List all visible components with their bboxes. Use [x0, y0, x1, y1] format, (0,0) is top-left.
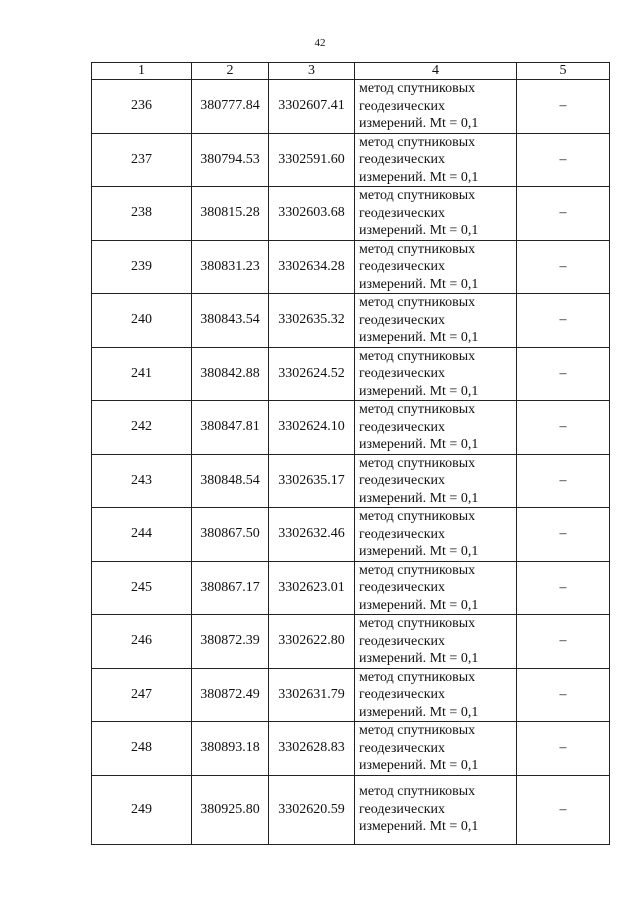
method-line-3: измерений. Mt = 0,1	[359, 597, 479, 613]
method-line-1: метод спутниковых	[359, 669, 476, 685]
coord-y: 3302622.80	[269, 615, 355, 669]
method-cell	[355, 668, 517, 722]
coord-x: 380848.54	[192, 454, 269, 508]
column-5-value: –	[517, 240, 610, 294]
method-line-2: геодезических	[359, 419, 446, 435]
table-row	[92, 133, 610, 187]
table-row	[92, 240, 610, 294]
coord-y: 3302624.52	[269, 347, 355, 401]
method-line-1: метод спутниковых	[359, 402, 476, 417]
method-line-3: измерений. Mt = 0,1	[359, 758, 479, 773]
method-cell	[355, 722, 517, 776]
method-line-3: измерений. Mt = 0,1	[359, 223, 479, 238]
column-5-value: –	[517, 347, 610, 401]
column-5-value: –	[517, 133, 610, 187]
coord-x: 380872.49	[192, 668, 269, 722]
method-line-2: геодезических	[359, 152, 446, 167]
method-line-2: геодезических	[359, 687, 446, 702]
column-5-value: –	[517, 508, 610, 562]
method-line-3: измерений. Mt = 0,1	[359, 383, 479, 399]
method-line-2: геодезических	[359, 580, 446, 595]
method-cell	[355, 401, 517, 455]
column-header-3: 3	[269, 63, 355, 80]
column-5-value: –	[517, 722, 610, 776]
method-line-2: геодезических	[359, 259, 446, 274]
coord-x: 380843.54	[192, 294, 269, 348]
method-line-2: геодезических	[359, 740, 446, 756]
method-line-2: геодезических	[359, 526, 446, 542]
coord-y: 3302603.68	[269, 187, 355, 241]
method-line-1: метод спутниковых	[359, 562, 476, 578]
coord-x: 380794.53	[192, 133, 269, 187]
point-number: 247	[92, 668, 192, 722]
column-header-1: 1	[92, 63, 192, 80]
method-line-1: метод спутниковых	[359, 784, 476, 800]
coord-y: 3302591.60	[269, 133, 355, 187]
method-line-2: геодезических	[359, 312, 446, 328]
table-row	[92, 401, 610, 455]
point-number: 240	[92, 294, 192, 348]
column-5-value: –	[517, 775, 610, 844]
column-5-value: –	[517, 80, 610, 134]
column-header-5: 5	[517, 63, 610, 80]
coord-y: 3302624.10	[269, 401, 355, 455]
coord-y: 3302631.79	[269, 668, 355, 722]
method-line-2: геодезических	[359, 98, 446, 114]
coord-x: 380847.81	[192, 401, 269, 455]
page-number: 42	[314, 37, 326, 49]
method-cell	[355, 347, 517, 401]
point-number: 244	[92, 508, 192, 562]
point-number: 248	[92, 722, 192, 776]
table-row	[92, 561, 610, 615]
method-cell	[355, 187, 517, 241]
method-line-2: геодезических	[359, 633, 446, 649]
method-line-3: измерений. Mt = 0,1	[359, 651, 479, 666]
method-line-3: измерений. Mt = 0,1	[359, 276, 479, 292]
table-row	[92, 294, 610, 348]
method-cell	[355, 775, 517, 844]
point-number: 246	[92, 615, 192, 669]
column-5-value: –	[517, 561, 610, 615]
method-line-3: измерений. Mt = 0,1	[359, 330, 479, 345]
column-5-value: –	[517, 615, 610, 669]
method-cell	[355, 240, 517, 294]
table-row	[92, 722, 610, 776]
method-line-3: измерений. Mt = 0,1	[359, 116, 479, 131]
point-number: 249	[92, 775, 192, 844]
coord-x: 380872.39	[192, 615, 269, 669]
table-row	[92, 775, 610, 844]
method-line-1: метод спутниковых	[359, 241, 476, 257]
coord-y: 3302632.46	[269, 508, 355, 562]
coord-y: 3302635.17	[269, 454, 355, 508]
method-line-3: измерений. Mt = 0,1	[359, 704, 479, 720]
method-line-3: измерений. Mt = 0,1	[359, 490, 479, 506]
coord-x: 380867.17	[192, 561, 269, 615]
table-row	[92, 80, 610, 134]
method-cell	[355, 508, 517, 562]
point-number: 241	[92, 347, 192, 401]
coord-x: 380831.23	[192, 240, 269, 294]
method-line-1: метод спутниковых	[359, 616, 476, 631]
method-line-1: метод спутниковых	[359, 723, 476, 738]
coord-y: 3302635.32	[269, 294, 355, 348]
table-row	[92, 187, 610, 241]
method-line-1: метод спутниковых	[359, 188, 476, 203]
coord-x: 380893.18	[192, 722, 269, 776]
method-line-1: метод спутниковых	[359, 81, 476, 96]
column-5-value: –	[517, 668, 610, 722]
column-header-4: 4	[355, 63, 517, 80]
column-5-value: –	[517, 454, 610, 508]
coord-y: 3302620.59	[269, 775, 355, 844]
point-number: 239	[92, 240, 192, 294]
coord-x: 380842.88	[192, 347, 269, 401]
method-cell	[355, 561, 517, 615]
method-line-3: измерений. Mt = 0,1	[359, 437, 479, 452]
method-line-1: метод спутниковых	[359, 509, 476, 524]
method-line-3: измерений. Mt = 0,1	[359, 819, 479, 835]
table-header-row	[92, 63, 610, 80]
method-line-2: геодезических	[359, 366, 446, 381]
point-number: 238	[92, 187, 192, 241]
point-number: 243	[92, 454, 192, 508]
method-line-1: метод спутниковых	[359, 348, 476, 364]
method-line-2: геодезических	[359, 205, 446, 221]
column-5-value: –	[517, 294, 610, 348]
table-row	[92, 508, 610, 562]
column-5-value: –	[517, 401, 610, 455]
method-line-1: метод спутниковых	[359, 134, 476, 150]
coord-y: 3302628.83	[269, 722, 355, 776]
table-row	[92, 615, 610, 669]
point-number: 245	[92, 561, 192, 615]
point-number: 237	[92, 133, 192, 187]
coord-x: 380867.50	[192, 508, 269, 562]
method-line-1: метод спутниковых	[359, 455, 476, 471]
method-line-3: измерений. Mt = 0,1	[359, 169, 479, 185]
coord-x: 380815.28	[192, 187, 269, 241]
point-number: 236	[92, 80, 192, 134]
point-number: 242	[92, 401, 192, 455]
coord-x: 380925.80	[192, 775, 269, 844]
method-line-2: геодезических	[359, 801, 446, 817]
coordinates-table	[91, 62, 610, 845]
method-cell	[355, 133, 517, 187]
column-5-value: –	[517, 187, 610, 241]
method-line-3: измерений. Mt = 0,1	[359, 544, 479, 559]
table-row	[92, 668, 610, 722]
method-cell	[355, 454, 517, 508]
table-row	[92, 454, 610, 508]
method-cell	[355, 615, 517, 669]
column-header-2: 2	[192, 63, 269, 80]
table-row	[92, 347, 610, 401]
method-line-2: геодезических	[359, 473, 446, 488]
coord-y: 3302623.01	[269, 561, 355, 615]
method-line-1: метод спутниковых	[359, 295, 476, 310]
coord-y: 3302634.28	[269, 240, 355, 294]
coord-x: 380777.84	[192, 80, 269, 134]
method-cell	[355, 80, 517, 134]
coord-y: 3302607.41	[269, 80, 355, 134]
method-cell	[355, 294, 517, 348]
